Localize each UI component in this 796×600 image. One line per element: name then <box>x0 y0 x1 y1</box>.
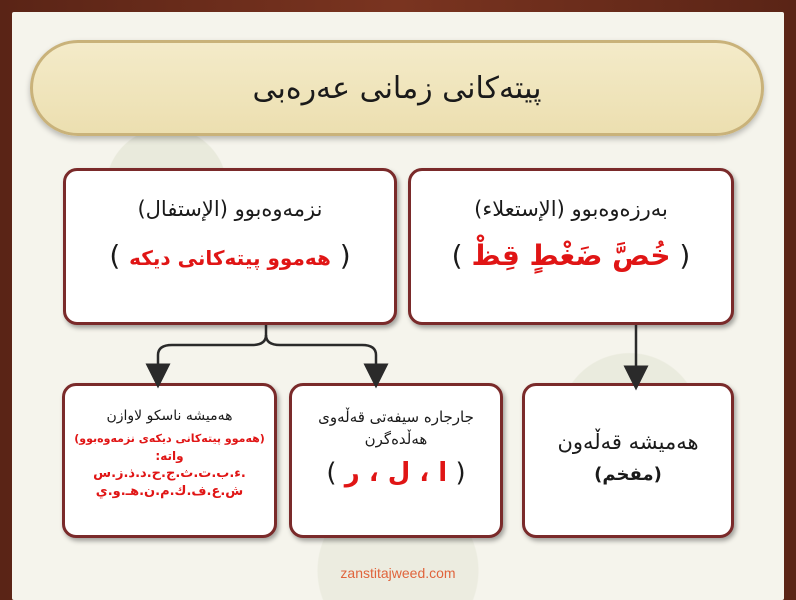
sometimes-heavy-letters-line: ( ا ، ل ، ر ) <box>326 458 466 488</box>
sometimes-heavy-line2: هەڵدەگرن <box>364 430 428 448</box>
always-heavy-term: (مفخم) <box>594 464 662 485</box>
footer-website: zanstitajweed.com <box>340 565 456 581</box>
always-thin-line5: ش.ع.ف.ك.م.ن.هـ.و.ي <box>95 484 244 499</box>
elevation-letters: خُصَّ ضَغْطٍ قِظْ <box>471 239 671 272</box>
arrow-split-connector-right <box>266 335 376 376</box>
lowering-letters-line: ( هەموو پیتەکانی دیکە ) <box>109 239 351 272</box>
lowering-heading: نزمەوەبوو (الإستفال) <box>137 197 323 221</box>
elevation-letters-line: ( خُصَّ ضَغْطٍ قِظْ ) <box>451 239 691 272</box>
always-thin-line4: ء.ب.ت.ث.ج.ح.د.ذ.ز.س. <box>93 466 246 481</box>
sometimes-heavy-line1: جارجارە سیفەتی قەڵەوی <box>318 408 474 426</box>
arrow-split-connector <box>158 325 266 376</box>
elevation-heading: بەرزەوەبوو (الإستعلاء) <box>474 197 668 221</box>
sometimes-heavy-letters: ا ، ل ، ر <box>344 458 448 488</box>
always-heavy-label: هەمیشە قەڵەون <box>557 430 699 454</box>
always-thin-line2: (هەموو پیتەکانی دیکەی نزمەوەبوو) <box>74 432 265 445</box>
lowering-letters: هەموو پیتەکانی دیکە <box>129 246 331 270</box>
always-thin-line1: هەمیشە ناسکو لاوازن <box>106 408 233 424</box>
page-title: پیتەکانی زمانی عەرەبی <box>252 70 542 106</box>
always-thin-line3: واتە: <box>155 449 184 463</box>
